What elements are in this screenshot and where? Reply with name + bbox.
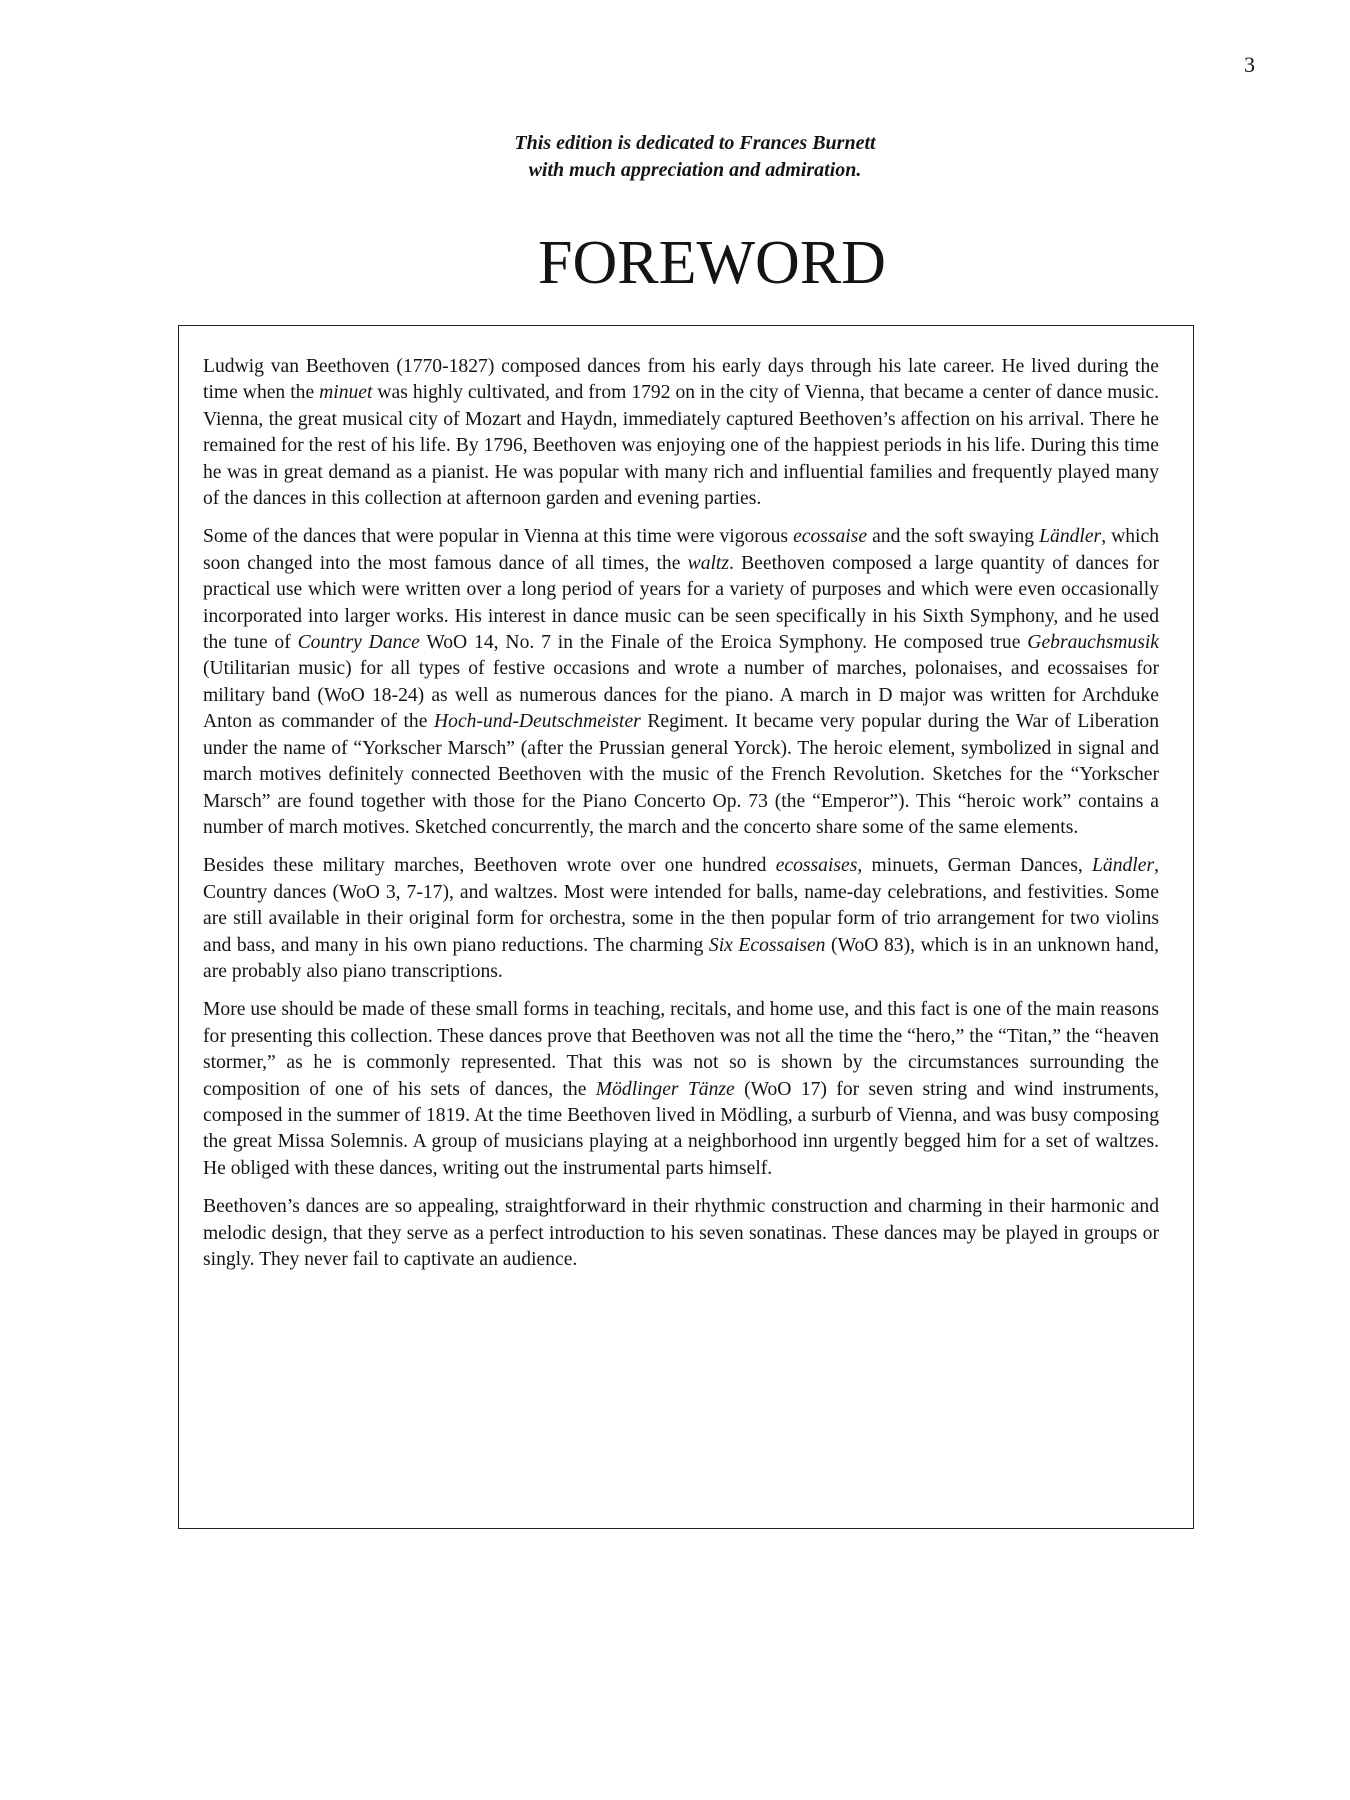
italic-term: minuet <box>319 382 373 404</box>
italic-term: Country Dance <box>297 632 420 654</box>
italic-term: ecossaise <box>793 526 868 548</box>
italic-term: Ländler <box>1092 855 1155 877</box>
text-run: Regiment. It became very popular during the War of Liberation under the name of “Yorkscher Marsch” (after the Prussian general Yorck). The heroic element, symbolized in signal and march motives definitely connected Beethoven with the music of the French Revolution. Sketches for the “Yorkscher Marsch” are found together with those for the Piano Concerto Op. 73 (the “Emperor”). This “heroic work” contains a number of march motives. Sketched concurrently, the march and the concerto share some of the same elements. <box>203 711 1160 838</box>
text-run: Ludwig van Beethoven (1770-1827) composed dances from his early days through his late career. He lived during the time when the <box>203 356 1159 404</box>
paragraph-3 <box>203 853 1159 985</box>
text-run: , minuets, German Dances, <box>857 855 1093 877</box>
text-run: More use should be made of these small forms in teaching, recitals, and home use, and this fact is one of the main reasons for presenting this collection. These dances prove that Beethoven was not all the time the “hero,” the “Titan,” the “heaven stormer,” as he is commonly represented. That this was not so is shown by the circumstances surrounding the composition of one of his sets of dances, the <box>203 999 1159 1100</box>
page-title: FOREWORD <box>538 229 886 297</box>
paragraph-2 <box>203 524 1159 841</box>
text-run: (WoO 17) for seven string and wind instruments, composed in the summer of 1819. At the time Beethoven lived in Mödling, a surburb of Vienna, and was busy composing the great Missa Solemnis. A group of musicians playing at a neighborhood inn urgently begged him for a set of waltzes. He obliged with these dances, writing out the instrumental parts himself. <box>203 1078 1160 1179</box>
text-run: was highly cultivated, and from 1792 on in the city of Vienna, that became a center of dance music. Vienna, the great musical city of Mozart and Haydn, immediately captured Beethoven’s affection on his arrival. There he remained for the rest of his life. By 1796, Beethoven was enjoying one of the happiest periods in his life. During this time he was in great demand as a pianist. He was popular with many rich and influential families and frequently played many of the dances in this collection at afternoon garden and evening parties. <box>203 382 1159 510</box>
italic-term: Hoch-und-Deutschmeister <box>434 711 641 733</box>
text-run: Beethoven’s dances are so appealing, straightforward in their rhythmic construction and charming in their harmonic and melodic design, that they serve as a perfect introduction to his seven sonatinas. These dances may be played in groups or singly. They never fail to captivate an audience. <box>203 1196 1159 1270</box>
paragraph-5 <box>203 1194 1159 1273</box>
paragraph-4 <box>203 997 1159 1182</box>
paragraph-1 <box>203 354 1159 512</box>
italic-term: Six Ecossaisen <box>708 934 826 956</box>
italic-term: Mödlinger Tänze <box>595 1078 735 1100</box>
foreword-text-box <box>178 325 1194 1529</box>
dedication-line-2: with much appreciation and admiration. <box>528 159 862 181</box>
italic-term: waltz <box>687 552 730 574</box>
text-run: , Country dances (WoO 3, 7-17), and waltzes. Most were intended for balls, name-day celebrations, and festivities. Some are still available in their original form for orchestra, some in the then popular form of trio arrangement for two violins and bass, and many in his own piano reductions. The charming <box>203 855 1159 956</box>
text-run: (WoO 83), which is in an unknown hand, are probably also piano transcriptions. <box>203 934 1159 982</box>
italic-term: ecossaises <box>775 855 858 877</box>
text-run: WoO 14, No. 7 in the Finale of the Eroica Symphony. He composed true <box>419 632 1028 654</box>
dedication-line-1: This edition is dedicated to Frances Burnett <box>514 132 876 154</box>
text-run: Besides these military marches, Beethoven wrote over one hundred <box>203 855 776 877</box>
text-run: Some of the dances that were popular in Vienna at this time were vigorous <box>203 526 794 548</box>
text-run: , which soon changed into the most famous dance of all times, the <box>203 526 1159 574</box>
text-run: . Beethoven composed a large quantity of dances for practical use which were written over a long period of years for a variety of purposes and which were even occasionally incorporated into larger works. His interest in dance music can be seen specifically in his Sixth Symphony, and he used the tune of <box>203 552 1159 654</box>
dedication <box>0 130 1350 184</box>
text-run: (Utilitarian music) for all types of festive occasions and wrote a number of marches, polonaises, and ecossaises for military band (WoO 18-24) as well as numerous dances for the piano. A march in D major was written for Archduke Anton as commander of the <box>203 658 1159 733</box>
italic-term: Gebrauchsmusik <box>1027 632 1159 654</box>
italic-term: Ländler <box>1039 526 1102 548</box>
page-number: 3 <box>1244 52 1255 77</box>
text-run: and the soft swaying <box>867 526 1040 548</box>
